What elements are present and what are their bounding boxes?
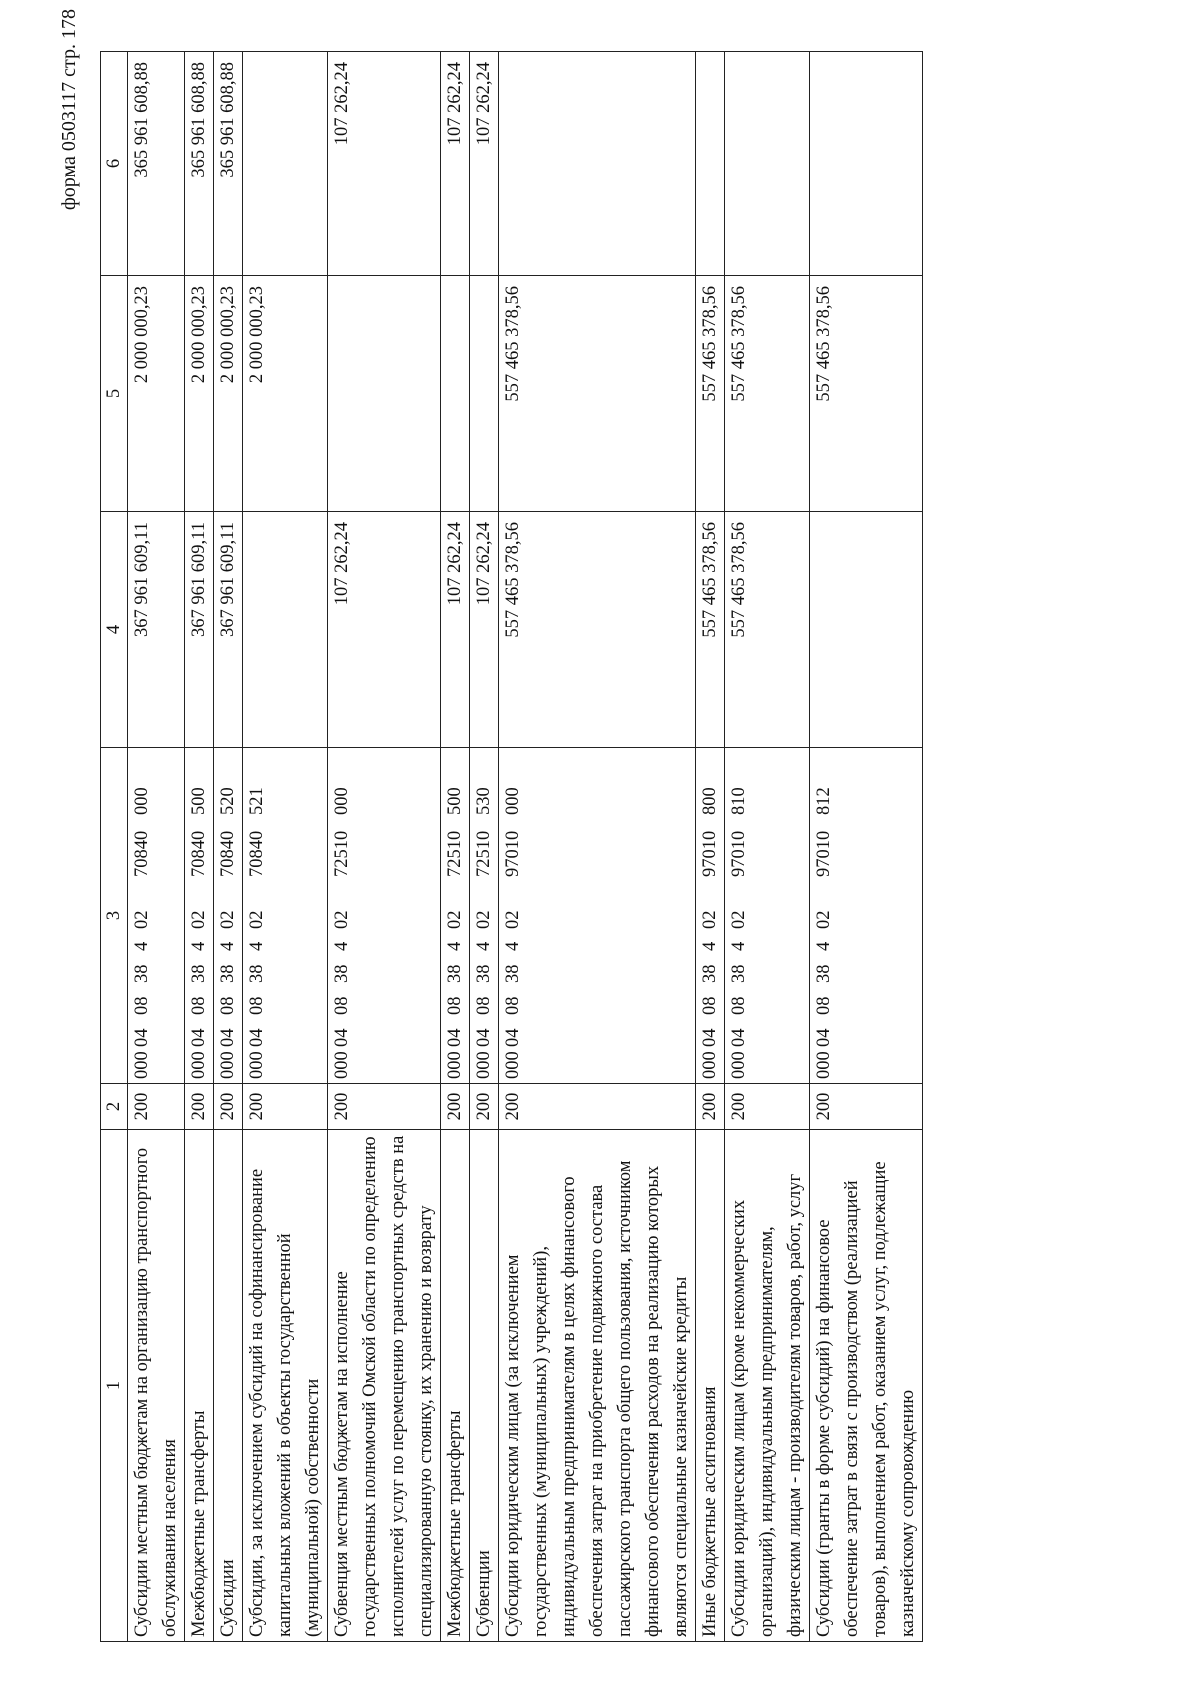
code-part: 97010	[700, 830, 720, 877]
code-part: 4	[218, 941, 238, 951]
code-part: 000	[332, 1051, 352, 1079]
row-budget-code	[128, 748, 185, 1084]
row-name: Субвенция местным бюджетам на исполнение государственных полномочий Омской области по определению исполнителей услуг по перемещению транспортных средств на специализированную стоянку, их хранению и возврату	[328, 1130, 441, 1642]
code-part: 500	[445, 787, 465, 815]
row-line-code: 200	[243, 1084, 328, 1130]
row-budget-code	[328, 748, 441, 1084]
code-part: 04	[814, 1028, 834, 1047]
code-part: 38	[132, 964, 152, 983]
row-unexecuted	[725, 52, 810, 276]
row-approved	[810, 512, 923, 748]
col-header-5: 5	[101, 276, 128, 512]
code-part: 02	[132, 910, 152, 929]
row-executed: 2 000 000,23	[128, 276, 185, 512]
row-executed: 2 000 000,23	[214, 276, 243, 512]
code-part: 38	[729, 964, 749, 983]
code-part: 08	[218, 996, 238, 1015]
code-part: 000	[445, 1051, 465, 1079]
code-part: 08	[189, 996, 209, 1015]
code-part: 38	[332, 964, 352, 983]
code-part: 800	[700, 787, 720, 815]
row-name: Межбюджетные трансферты	[441, 1130, 470, 1642]
row-line-code: 200	[725, 1084, 810, 1130]
table-row	[328, 52, 441, 1642]
code-part: 000	[189, 1051, 209, 1079]
row-approved: 367 961 609,11	[214, 512, 243, 748]
row-approved: 557 465 378,56	[499, 512, 696, 748]
code-part: 38	[814, 964, 834, 983]
code-part: 38	[445, 964, 465, 983]
code-part: 521	[247, 787, 267, 815]
row-line-code: 200	[214, 1084, 243, 1130]
code-part: 02	[247, 910, 267, 929]
code-part: 04	[247, 1028, 267, 1047]
code-part: 38	[503, 964, 523, 983]
table-row	[441, 52, 470, 1642]
code-part: 70840	[132, 830, 152, 877]
code-part: 000	[700, 1051, 720, 1079]
row-unexecuted	[696, 52, 725, 276]
code-part: 530	[474, 787, 494, 815]
row-approved: 107 262,24	[328, 512, 441, 748]
row-approved	[243, 512, 328, 748]
code-part: 000	[332, 787, 352, 815]
code-part: 02	[332, 910, 352, 929]
code-part: 02	[503, 910, 523, 929]
code-part: 04	[189, 1028, 209, 1047]
code-part: 38	[474, 964, 494, 983]
code-part: 04	[132, 1028, 152, 1047]
row-approved: 107 262,24	[470, 512, 499, 748]
code-part: 04	[700, 1028, 720, 1047]
row-executed: 2 000 000,23	[243, 276, 328, 512]
row-executed: 557 465 378,56	[810, 276, 923, 512]
row-budget-code	[810, 748, 923, 1084]
row-name: Субсидии местным бюджетам на организацию транспортного обслуживания населения	[128, 1130, 185, 1642]
row-unexecuted: 365 961 608,88	[128, 52, 185, 276]
code-part: 000	[814, 1051, 834, 1079]
col-header-4: 4	[101, 512, 128, 748]
row-unexecuted	[810, 52, 923, 276]
code-part: 70840	[218, 830, 238, 877]
code-part: 38	[247, 964, 267, 983]
row-approved: 107 262,24	[441, 512, 470, 748]
row-budget-code	[499, 748, 696, 1084]
row-unexecuted	[243, 52, 328, 276]
code-part: 4	[503, 941, 523, 951]
row-budget-code	[470, 748, 499, 1084]
row-executed: 557 465 378,56	[499, 276, 696, 512]
code-part: 08	[332, 996, 352, 1015]
row-budget-code	[696, 748, 725, 1084]
code-part: 000	[247, 1051, 267, 1079]
row-executed: 2 000 000,23	[185, 276, 214, 512]
row-approved: 367 961 609,11	[185, 512, 214, 748]
form-header: форма 0503117 стр. 178	[58, 9, 80, 211]
row-name: Субсидии (гранты в форме субсидий) на финансовое обеспечение затрат в связи с производством (реализацией товаров), выполнением работ, оказанием услуг, подлежащие казначейскому сопровождению	[810, 1130, 923, 1642]
code-part: 4	[474, 941, 494, 951]
code-part: 08	[474, 996, 494, 1015]
code-part: 4	[814, 941, 834, 951]
row-executed	[441, 276, 470, 512]
row-budget-code	[243, 748, 328, 1084]
row-name: Иные бюджетные ассигнования	[696, 1130, 725, 1642]
row-approved: 557 465 378,56	[725, 512, 810, 748]
code-part: 000	[503, 1051, 523, 1079]
code-part: 000	[218, 1051, 238, 1079]
code-part: 520	[218, 787, 238, 815]
row-budget-code	[185, 748, 214, 1084]
code-part: 02	[700, 910, 720, 929]
row-budget-code	[725, 748, 810, 1084]
code-part: 08	[247, 996, 267, 1015]
row-name: Субвенции	[470, 1130, 499, 1642]
col-header-3: 3	[101, 748, 128, 1084]
row-line-code: 200	[328, 1084, 441, 1130]
row-unexecuted: 365 961 608,88	[214, 52, 243, 276]
row-line-code: 200	[696, 1084, 725, 1130]
code-part: 4	[700, 941, 720, 951]
code-part: 04	[332, 1028, 352, 1047]
row-unexecuted: 107 262,24	[441, 52, 470, 276]
code-part: 812	[814, 787, 834, 815]
code-part: 000	[132, 1051, 152, 1079]
row-unexecuted: 107 262,24	[470, 52, 499, 276]
row-line-code: 200	[470, 1084, 499, 1130]
code-part: 000	[474, 1051, 494, 1079]
code-part: 08	[814, 996, 834, 1015]
row-name: Межбюджетные трансферты	[185, 1130, 214, 1642]
code-part: 02	[814, 910, 834, 929]
row-name: Субсидии юридическим лицам (кроме некоммерческих организаций), индивидуальным предпринимателям, физическим лицам - производителям товаров, работ, услуг	[725, 1130, 810, 1642]
row-unexecuted	[499, 52, 696, 276]
row-line-code: 200	[810, 1084, 923, 1130]
col-header-2: 2	[101, 1084, 128, 1130]
code-part: 000	[729, 1051, 749, 1079]
col-header-1: 1	[101, 1130, 128, 1642]
code-part: 72510	[474, 830, 494, 877]
code-part: 08	[700, 996, 720, 1015]
table-row	[185, 52, 214, 1642]
table-row	[470, 52, 499, 1642]
code-part: 70840	[247, 830, 267, 877]
table-row	[810, 52, 923, 1642]
code-part: 810	[729, 787, 749, 815]
code-part: 4	[247, 941, 267, 951]
code-part: 04	[503, 1028, 523, 1047]
row-name: Субсидии	[214, 1130, 243, 1642]
code-part: 08	[729, 996, 749, 1015]
code-part: 70840	[189, 830, 209, 877]
code-part: 04	[445, 1028, 465, 1047]
code-part: 38	[218, 964, 238, 983]
code-part: 04	[474, 1028, 494, 1047]
code-part: 08	[445, 996, 465, 1015]
code-part: 000	[503, 787, 523, 815]
row-executed: 557 465 378,56	[696, 276, 725, 512]
table-row	[696, 52, 725, 1642]
code-part: 4	[729, 941, 749, 951]
code-part: 4	[445, 941, 465, 951]
row-approved: 557 465 378,56	[696, 512, 725, 748]
table-row	[499, 52, 696, 1642]
column-number-row	[101, 52, 128, 1642]
row-name: Субсидии юридическим лицам (за исключением государственных (муниципальных) учреждений), индивидуальным предпринимателям в целях финансового обеспечения затрат на приобретение подвижного состава пассажирского транспорта общего пользования, источником финансового обеспечения расходов на реализацию которых являются специальные казначейские кредиты	[499, 1130, 696, 1642]
code-part: 02	[218, 910, 238, 929]
code-part: 02	[729, 910, 749, 929]
row-line-code: 200	[128, 1084, 185, 1130]
col-header-6: 6	[101, 52, 128, 276]
row-executed: 557 465 378,56	[725, 276, 810, 512]
row-line-code: 200	[185, 1084, 214, 1130]
code-part: 72510	[332, 830, 352, 877]
code-part: 4	[332, 941, 352, 951]
row-line-code: 200	[499, 1084, 696, 1130]
row-unexecuted: 107 262,24	[328, 52, 441, 276]
code-part: 97010	[729, 830, 749, 877]
code-part: 02	[445, 910, 465, 929]
code-part: 500	[189, 787, 209, 815]
code-part: 04	[218, 1028, 238, 1047]
row-name: Субсидии, за исключением субсидий на софинансирование капитальных вложений в объекты государственной (муниципальной) собственности	[243, 1130, 328, 1642]
row-executed	[328, 276, 441, 512]
table-row	[214, 52, 243, 1642]
code-part: 04	[729, 1028, 749, 1047]
code-part: 02	[474, 910, 494, 929]
code-part: 97010	[814, 830, 834, 877]
table-row	[725, 52, 810, 1642]
row-unexecuted: 365 961 608,88	[185, 52, 214, 276]
row-budget-code	[214, 748, 243, 1084]
code-part: 4	[189, 941, 209, 951]
row-budget-code	[441, 748, 470, 1084]
code-part: 4	[132, 941, 152, 951]
code-part: 38	[189, 964, 209, 983]
row-line-code: 200	[441, 1084, 470, 1130]
budget-table	[100, 51, 923, 1642]
code-part: 000	[132, 787, 152, 815]
code-part: 02	[189, 910, 209, 929]
code-part: 08	[503, 996, 523, 1015]
row-executed	[470, 276, 499, 512]
row-approved: 367 961 609,11	[128, 512, 185, 748]
code-part: 72510	[445, 830, 465, 877]
table-row	[243, 52, 328, 1642]
code-part: 97010	[503, 830, 523, 877]
table-row	[128, 52, 185, 1642]
code-part: 38	[700, 964, 720, 983]
code-part: 08	[132, 996, 152, 1015]
